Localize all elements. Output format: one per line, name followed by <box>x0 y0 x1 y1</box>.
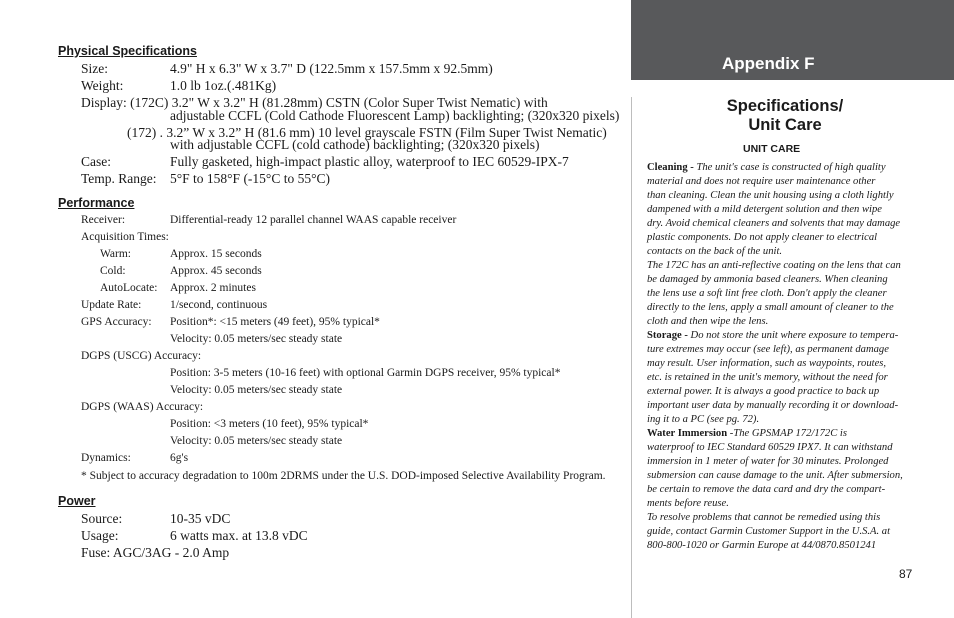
fuse-line: Fuse: AGC/3AG - 2.0 Amp <box>81 545 230 560</box>
power-heading: Power <box>58 494 96 508</box>
display-172-line1: (172) . 3.2” W x 3.2” H (81.6 mm) 10 level grayscale FSTN (Film Super Twist Nematic) <box>127 125 607 140</box>
receiver-value: Differential-ready 12 parallel channel WAAS capable receiver <box>170 214 457 226</box>
cleaning-line: the lens use a soft lint free cloth. Don't apply the cleaner <box>647 288 887 299</box>
temp-label: Temp. Range: <box>81 171 157 186</box>
cleaning-line: The 172C has an anti-reflective coating on the lens that can <box>647 260 901 271</box>
temp-value: 5°F to 158°F (-15°C to 55°C) <box>170 171 330 186</box>
water-line: immersion in 1 meter of water for 30 minutes. Prolonged <box>647 456 889 467</box>
water-line: 800-800-1020 or Garmin Europe at 44/0870.8501241 <box>647 540 877 551</box>
water-line: To resolve problems that cannot be remedied using this <box>647 512 881 523</box>
storage-line-0 <box>647 329 909 343</box>
source-label: Source: <box>81 511 123 526</box>
warm-value: Approx. 15 seconds <box>170 248 262 260</box>
storage-label: Storage - <box>647 330 691 341</box>
storage-line: ing it to a PC (see pg. 72). <box>647 414 760 425</box>
cleaning-text: The unit's case is constructed of high quality <box>696 162 886 173</box>
storage-text: Do not store the unit where exposure to tempera- <box>690 330 899 341</box>
dynamics-label: Dynamics: <box>81 452 131 464</box>
section-title-line2: Unit Care <box>748 116 822 134</box>
usage-value: 6 watts max. at 13.8 vDC <box>170 528 308 543</box>
water-line: waterproof to IEC Standard 60529 IPX7. It can withstand <box>647 442 893 453</box>
dgps-uscg-label: DGPS (USCG) Accuracy: <box>81 350 202 362</box>
gps-accuracy-label: GPS Accuracy: <box>81 316 152 328</box>
weight-label: Weight: <box>81 78 124 93</box>
gps-position: Position*: <15 meters (49 feet), 95% typical* <box>170 316 380 328</box>
autolocate-label: AutoLocate: <box>100 282 158 294</box>
source-value: 10-35 vDC <box>170 511 231 526</box>
unit-care-heading: UNIT CARE <box>743 143 801 155</box>
display-172-line2: with adjustable CCFL (cold cathode) backlighting; (320x320 pixels) <box>170 137 540 152</box>
warm-label: Warm: <box>100 248 132 260</box>
dgps-uscg-position: Position: 3-5 meters (10-16 feet) with optional Garmin DGPS receiver, 95% typical* <box>170 367 561 379</box>
display-172c-line1: Display: (172C) 3.2" W x 3.2" H (81.28mm) CSTN (Color Super Twist Nematic) with <box>81 95 548 110</box>
water-immersion-label: Water Immersion <box>647 428 728 439</box>
weight-value: 1.0 lb 1oz.(.481Kg) <box>170 78 277 93</box>
dgps-waas-velocity: Velocity: 0.05 meters/sec steady state <box>170 435 343 447</box>
dynamics-value: 6g's <box>170 452 189 464</box>
page-number: 87 <box>899 567 913 581</box>
receiver-label: Receiver: <box>81 214 126 226</box>
appendix-title: Appendix F <box>722 54 815 73</box>
cleaning-line: be damaged by ammonia based cleaners. When cleaning <box>647 274 888 285</box>
performance-heading: Performance <box>58 196 135 210</box>
dgps-waas-label: DGPS (WAAS) Accuracy: <box>81 401 204 413</box>
unit-care-text <box>647 161 909 553</box>
cleaning-line: contacts on the back of the unit. <box>647 246 783 257</box>
gps-velocity: Velocity: 0.05 meters/sec steady state <box>170 333 343 345</box>
section-title-line1: Specifications/ <box>726 97 844 115</box>
water-line: be certain to remove the data card and dry the compart- <box>647 484 886 495</box>
storage-line: may result. User information, such as waypoints, routes, <box>647 358 887 369</box>
cold-label: Cold: <box>100 265 126 277</box>
dgps-uscg-velocity: Velocity: 0.05 meters/sec steady state <box>170 384 343 396</box>
cold-value: Approx. 45 seconds <box>170 265 262 277</box>
size-label: Size: <box>81 61 108 76</box>
water-line-0 <box>647 427 909 441</box>
section-title <box>715 97 855 135</box>
case-value: Fully gasketed, high-impact plastic alloy, waterproof to IEC 60529-IPX-7 <box>170 154 569 169</box>
cleaning-line: than cleaning. Clean the unit housing using a cloth lightly <box>647 190 894 201</box>
dgps-waas-position: Position: <3 meters (10 feet), 95% typical* <box>170 418 369 430</box>
cleaning-line: dry. Avoid chemical cleaners and solvents that may damage <box>647 218 901 229</box>
storage-line: important user data by manually recording it or download- <box>647 400 899 411</box>
case-label: Case: <box>81 154 111 169</box>
cleaning-line: directly to the lens, apply a small amount of cleaner to the <box>647 302 894 313</box>
update-rate-label: Update Rate: <box>81 299 142 311</box>
column-divider <box>631 97 632 618</box>
cleaning-line: material and does not require user maintenance other <box>647 176 876 187</box>
acquisition-label: Acquisition Times: <box>81 231 169 243</box>
storage-line: etc. is retained in the unit's memory, without the need for <box>647 372 888 383</box>
physical-specs-heading: Physical Specifications <box>58 44 197 58</box>
water-line: guide, contact Garmin Customer Support in the U.S.A. at <box>647 526 891 537</box>
cleaning-line: cloth and then wipe the lens. <box>647 316 769 327</box>
water-line: submersion can cause damage to the unit. After submersion, <box>647 470 903 481</box>
water-line: ments before reuse. <box>647 498 729 509</box>
cleaning-line: plastic components. Do not apply cleaner to electrical <box>647 232 878 243</box>
accuracy-footnote: * Subject to accuracy degradation to 100m 2DRMS under the U.S. DOD-imposed Selective Availability Program. <box>81 470 606 482</box>
size-value: 4.9" H x 6.3" W x 3.7" D (122.5mm x 157.5mm x 92.5mm) <box>170 61 493 76</box>
water-text: -The GPSMAP 172/172C is <box>727 428 848 439</box>
storage-line: external power. It is always a good practice to back up <box>647 386 880 397</box>
autolocate-value: Approx. 2 minutes <box>170 282 256 294</box>
display-172c-line2: adjustable CCFL (Cold Cathode Fluorescent Lamp) backlighting; (320x320 pixels) <box>170 108 620 123</box>
cleaning-line: dampened with a mild detergent solution and then wipe <box>647 204 882 215</box>
usage-label: Usage: <box>81 528 119 543</box>
cleaning-label: Cleaning - <box>647 162 697 173</box>
storage-line: ture extremes may occur (see left), as permanent damage <box>647 344 889 355</box>
cleaning-line-0 <box>647 161 909 175</box>
update-rate-value: 1/second, continuous <box>170 299 268 311</box>
